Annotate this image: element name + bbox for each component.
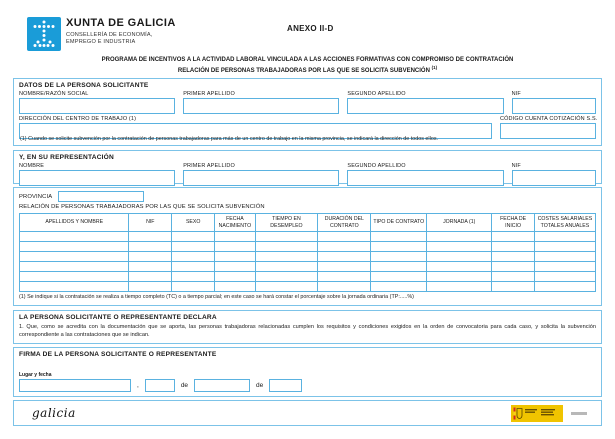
table-cell[interactable]	[215, 242, 255, 252]
table-cell[interactable]	[20, 232, 129, 242]
form-title-line2: RELACIÓN DE PERSONAS TRABAJADORAS POR LAS QUE SE SOLICITA SUBVENCIÓN $^{(1)}$	[177, 64, 438, 74]
table-cell[interactable]	[371, 242, 427, 252]
table-row	[20, 282, 596, 292]
table-cell[interactable]	[534, 262, 595, 272]
month-input[interactable]	[194, 379, 250, 392]
xunta-logo-block	[27, 17, 176, 51]
de-text-1: de	[180, 382, 189, 389]
table-cell[interactable]	[255, 282, 318, 292]
table-column-header: JORNADA (1)	[427, 214, 492, 232]
table-cell[interactable]	[371, 272, 427, 282]
form-title-line1: PROGRAMA DE INCENTIVOS A LA ACTIVIDAD LABORAL VINCULADA A LAS ACCIONES FORMATIVAS CON COMPROMISO DE CONTRATACIÓN	[101, 57, 514, 63]
table-cell[interactable]	[172, 262, 215, 272]
table-cell[interactable]	[129, 282, 172, 292]
table-cell[interactable]	[427, 252, 492, 262]
table-cell[interactable]	[318, 242, 371, 252]
de-text-2: de	[256, 382, 264, 389]
table-cell[interactable]	[20, 282, 129, 292]
table-cell[interactable]	[255, 252, 318, 262]
workers-subtitle: RELACIÓN DE PERSONAS TRABAJADORAS POR LAS QUE SE SOLICITA SUBVENCIÓN	[19, 204, 265, 210]
applicant-second-surname-input[interactable]	[347, 98, 503, 114]
footer-right-text	[571, 412, 587, 415]
table-column-header: COSTES SALARIALES TOTALES ANUALES	[534, 214, 595, 232]
rep-first-surname-label: PRIMER APELLIDO	[183, 163, 235, 169]
applicant-first-surname-input[interactable]	[183, 98, 339, 114]
table-row	[20, 232, 596, 242]
table-cell[interactable]	[255, 232, 318, 242]
footer	[13, 400, 602, 426]
table-cell[interactable]	[172, 282, 215, 292]
work-center-address-label: DIRECCIÓN DEL CENTRO DE TRABAJO (1)	[19, 116, 137, 122]
table-cell[interactable]	[492, 262, 535, 272]
section-representative	[13, 150, 602, 184]
gobierno-espana-logo	[511, 405, 563, 422]
table-column-header: SEXO	[172, 214, 215, 232]
table-cell[interactable]	[492, 232, 535, 242]
declaration-section-title: LA PERSONA SOLICITANTE O REPRESENTANTE DECLARA	[19, 314, 217, 321]
table-column-header: FECHA DE INICIO	[492, 214, 535, 232]
table-column-header: APELLIDOS Y NOMBRE	[20, 214, 129, 232]
galicia-logo: galicia	[32, 406, 76, 420]
section-signature	[13, 347, 602, 397]
workers-table	[19, 213, 596, 292]
table-cell[interactable]	[427, 242, 492, 252]
table-cell[interactable]	[534, 242, 595, 252]
second-surname-label: SEGUNDO APELLIDO	[347, 91, 406, 97]
day-input[interactable]	[145, 379, 175, 392]
table-cell[interactable]	[318, 262, 371, 272]
table-cell[interactable]	[318, 272, 371, 282]
table-cell[interactable]	[129, 272, 172, 282]
table-cell[interactable]	[534, 252, 595, 262]
table-cell[interactable]	[492, 242, 535, 252]
rep-second-surname-label: SEGUNDO APELLIDO	[347, 163, 406, 169]
first-surname-label: PRIMER APELLIDO	[183, 91, 235, 97]
table-cell[interactable]	[129, 232, 172, 242]
applicant-nif-input[interactable]	[512, 98, 596, 114]
table-cell[interactable]	[318, 282, 371, 292]
table-cell[interactable]	[215, 262, 255, 272]
applicant-footnote: (1) Cuando se solicite subvención por la contratación de personas trabajadoras para más de un centro de trabajo en la misma provincia, se indicará la dirección de todos ellos.	[20, 136, 439, 143]
table-cell[interactable]	[129, 242, 172, 252]
rep-nif-label: NIF	[511, 163, 521, 169]
table-cell[interactable]	[215, 252, 255, 262]
section-workers	[13, 187, 602, 306]
table-row	[20, 262, 596, 272]
applicant-section-title: DATOS DE LA PERSONA SOLICITANTE	[19, 82, 149, 89]
rep-nif-input[interactable]	[512, 170, 596, 186]
table-cell[interactable]	[427, 262, 492, 272]
workers-footnote: (1) Se indique si la contratación se realiza a tiempo completo (TC) o a tiempo parcial; en este caso se hará constar el porcentaje sobre la jornada ordinaria (TP:.....%)	[19, 294, 414, 300]
table-row	[20, 272, 596, 282]
table-cell[interactable]	[534, 282, 595, 292]
applicant-name-input[interactable]	[19, 98, 175, 114]
table-cell[interactable]	[318, 252, 371, 262]
workers-table-body	[20, 232, 596, 292]
table-row	[20, 252, 596, 262]
section-declaration	[13, 310, 602, 344]
table-cell[interactable]	[318, 232, 371, 242]
table-cell[interactable]	[255, 272, 318, 282]
table-cell[interactable]	[172, 272, 215, 282]
comma-separator: ,	[137, 382, 139, 389]
table-cell[interactable]	[427, 282, 492, 292]
table-column-header: TIEMPO EN DESEMPLEO	[255, 214, 318, 232]
rep-first-surname-input[interactable]	[183, 170, 339, 186]
table-cell[interactable]	[215, 282, 255, 292]
table-cell[interactable]	[371, 252, 427, 262]
rep-name-input[interactable]	[19, 170, 175, 186]
place-input[interactable]	[19, 379, 131, 392]
table-cell[interactable]	[20, 262, 129, 272]
table-row	[20, 242, 596, 252]
table-cell[interactable]	[172, 252, 215, 262]
table-column-header: NIF	[129, 214, 172, 232]
table-cell[interactable]	[215, 232, 255, 242]
table-cell[interactable]	[492, 252, 535, 262]
province-label: PROVINCIA	[19, 193, 53, 200]
declaration-item-1: 1. Que, como se acredita con la documentación que se aporta, las personas trabajadoras relacionadas cumplen los requisitos y condiciones exigidos en la orden de convocatoria para cada caso, y solicita la subvención correspondiente a las contrataciones que se indican.	[19, 324, 596, 339]
rep-second-surname-input[interactable]	[347, 170, 503, 186]
table-cell[interactable]	[172, 242, 215, 252]
table-column-header: DURACIÓN DEL CONTRATO	[318, 214, 371, 232]
workers-table-header-row	[20, 214, 596, 232]
section-applicant-data	[13, 78, 602, 146]
ss-account-code-label: CÓDIGO CUENTA COTIZACIÓN S.S.	[500, 116, 598, 122]
table-cell[interactable]	[255, 242, 318, 252]
logo-subtitle-line2: EMPREGO E INDUSTRIA	[66, 39, 136, 46]
province-input[interactable]	[58, 191, 144, 202]
logo-subtitle-line1: CONSELLERÍA DE ECONOMÍA,	[66, 31, 153, 38]
year-input[interactable]	[269, 379, 302, 392]
table-cell[interactable]	[255, 262, 318, 272]
form-title	[0, 56, 615, 75]
table-cell[interactable]	[427, 232, 492, 242]
table-cell[interactable]	[427, 272, 492, 282]
table-column-header: FECHA NACIMIENTO	[215, 214, 255, 232]
name-label: NOMBRE/RAZÓN SOCIAL	[19, 91, 89, 97]
table-cell[interactable]	[215, 272, 255, 282]
logo-title: XUNTA DE GALICIA	[66, 17, 176, 29]
signature-section-title: FIRMA DE LA PERSONA SOLICITANTE O REPRESENTANTE	[19, 351, 217, 358]
table-cell[interactable]	[20, 272, 129, 282]
table-cell[interactable]	[371, 282, 427, 292]
table-cell[interactable]	[492, 272, 535, 282]
table-cell[interactable]	[129, 262, 172, 272]
title-footnote-mark: (1)	[431, 64, 438, 70]
representative-section-title: Y, EN SU REPRESENTACIÓN	[19, 154, 114, 161]
table-cell[interactable]	[371, 262, 427, 272]
xunta-logo-icon	[27, 17, 61, 51]
table-cell[interactable]	[172, 232, 215, 242]
table-column-header: TIPO DE CONTRATO	[371, 214, 427, 232]
table-cell[interactable]	[534, 272, 595, 282]
table-cell[interactable]	[492, 282, 535, 292]
table-cell[interactable]	[534, 232, 595, 242]
table-cell[interactable]	[20, 252, 129, 262]
nif-label: NIF	[511, 91, 521, 97]
table-cell[interactable]	[129, 252, 172, 262]
table-cell[interactable]	[20, 242, 129, 252]
rep-name-label: NOMBRE	[19, 163, 45, 169]
annex-label: ANEXO II-D	[287, 24, 334, 33]
place-date-label: Lugar y fecha	[19, 372, 52, 378]
table-cell[interactable]	[371, 232, 427, 242]
